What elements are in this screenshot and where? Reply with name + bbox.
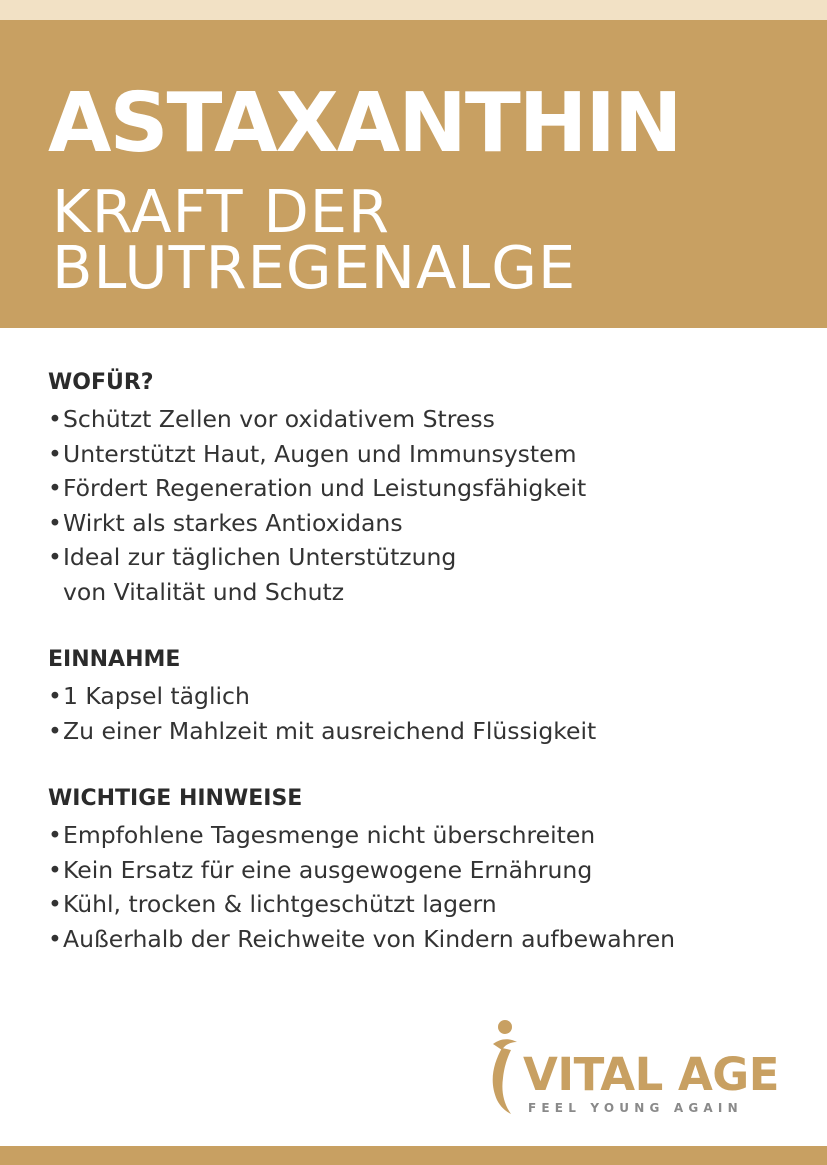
section-heading: WOFÜR? (48, 370, 154, 395)
brand-logo (487, 1016, 787, 1116)
list-item (48, 714, 808, 749)
brand-tagline: FEEL YOUNG AGAIN (528, 1101, 743, 1115)
bullet-list (48, 818, 808, 956)
list-item-text-continued: von Vitalität und Schutz (63, 577, 345, 606)
product-title: ASTAXANTHIN (48, 76, 681, 171)
list-item-text: • Wirkt als starkes Antioxidans (63, 508, 403, 537)
section-heading: WICHTIGE HINWEISE (48, 786, 303, 811)
bullet-list (48, 679, 808, 748)
list-item-text: • Kein Ersatz für eine ausgewogene Ernährung (63, 855, 593, 884)
subtitle-line: KRAFT DER (52, 177, 391, 246)
list-item-text: • 1 Kapsel täglich (63, 682, 250, 710)
list-item (48, 818, 808, 853)
content (48, 366, 808, 956)
list-item (48, 402, 808, 437)
list-item (48, 471, 808, 506)
list-item (48, 922, 808, 957)
list-item-text: • Empfohlene Tagesmenge nicht überschreiten (63, 821, 596, 849)
list-item-text: • Ideal zur täglichen Unterstützung (63, 543, 457, 571)
section-heading: EINNAHME (48, 647, 181, 672)
list-item-text: • Schützt Zellen vor oxidativem Stress (63, 405, 495, 433)
list-item (48, 540, 808, 609)
brand-name: VITAL AGE (523, 1048, 779, 1101)
top-strip (0, 0, 827, 20)
list-item (48, 853, 808, 888)
list-item (48, 679, 808, 714)
section-intake (48, 643, 808, 748)
list-item-text: • Außerhalb der Reichweite von Kindern aufbewahren (63, 924, 676, 953)
list-item-text: • Kühl, trocken & lichtgeschützt lagern (63, 890, 497, 918)
list-item-text: • Fördert Regeneration und Leistungsfähigkeit (63, 474, 587, 502)
list-item-text: • Zu einer Mahlzeit mit ausreichend Flüssigkeit (63, 716, 597, 745)
bullet-list (48, 402, 808, 609)
list-item (48, 506, 808, 541)
section-notes (48, 782, 808, 956)
product-subtitle (52, 177, 577, 302)
section-purpose (48, 366, 808, 609)
subtitle-line: BLUTREGENALGE (52, 233, 577, 302)
list-item-text: • Unterstützt Haut, Augen und Immunsystem (63, 439, 577, 468)
list-item (48, 887, 808, 922)
bottom-band (0, 1146, 827, 1165)
list-item (48, 437, 808, 472)
header-band (0, 20, 827, 328)
